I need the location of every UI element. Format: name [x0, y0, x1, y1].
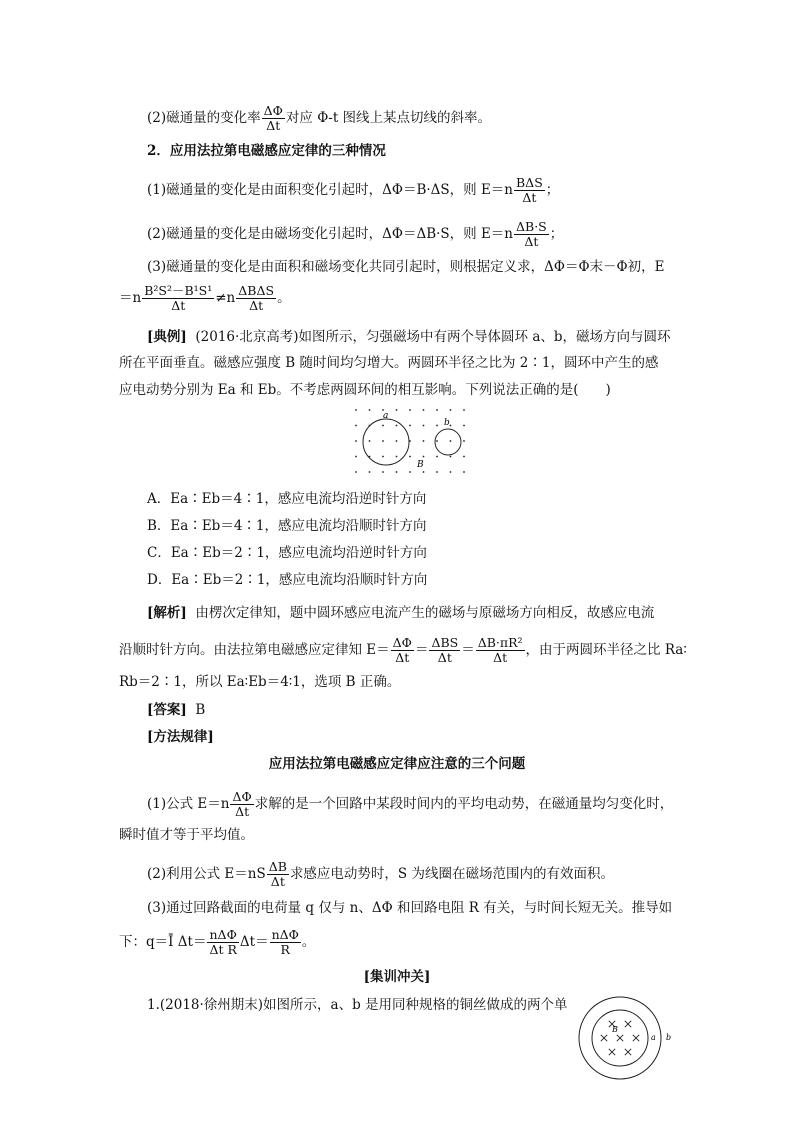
- field-dot: [369, 471, 371, 473]
- field-dot: [463, 440, 465, 442]
- section-2-heading: 2．应用法拉第电磁感应定律的三种情况: [147, 143, 386, 159]
- fraction: $\frac{\text{ΔB·πR²}}{\Delta t}$: [477, 635, 523, 665]
- field-dot: [355, 456, 357, 458]
- field-dot: [450, 409, 452, 411]
- field-dot: [382, 471, 384, 473]
- field-dot: [436, 425, 438, 427]
- method-1-line-2: 瞬时值才等于平均值。: [119, 827, 254, 843]
- field-dot: [355, 471, 357, 473]
- field-dot: [382, 440, 384, 442]
- analysis-line-2: 沿顺时针方向。由法拉第电磁感应定律知 E＝ $\frac{\Delta\Phi}{\Delta t}$ ＝ $\frac{\text{ΔBS}}{\Delta t}$ ＝ $\frac{\text{ΔB·πR²}}{\Delta t}$ ，由于两圆环半径之比 Ra∶: [119, 635, 687, 665]
- example-line-3: 应电动势分别为 Ea 和 Eb。不考虑两圆环间的相互影响。下列说法正确的是( ): [119, 382, 611, 398]
- field-dot: [396, 425, 398, 427]
- field-dot: [423, 409, 425, 411]
- field-dot: [355, 409, 357, 411]
- fraction: $\frac{\text{BΔS}}{\Delta t}$: [516, 175, 543, 205]
- field-dot: [436, 456, 438, 458]
- field-dot: [436, 471, 438, 473]
- field-dot: [463, 409, 465, 411]
- field-dot: [355, 425, 357, 427]
- example-figure: [350, 402, 470, 480]
- ring-a-label: a: [383, 411, 389, 421]
- field-dot: [382, 456, 384, 458]
- field-dot: [463, 471, 465, 473]
- fraction: $\frac{\Delta B\cdot S}{\Delta t}$: [516, 219, 547, 249]
- option-d: D．Ea∶Eb＝2∶1，感应电流均沿顺时针方向: [147, 572, 428, 588]
- field-dot: [450, 456, 452, 458]
- drill-title: [集训冲关]: [363, 969, 431, 985]
- field-label: B: [612, 1025, 618, 1034]
- ring-b-label: b: [666, 1033, 672, 1042]
- field-cross: [601, 1035, 607, 1041]
- fraction: $\frac{\Delta B}{\Delta t}$: [268, 859, 287, 889]
- field-cross: [625, 1021, 631, 1027]
- case-3-line-2: ＝n $\frac{\text{B²S²－B¹S¹}}{\Delta t}$ ≠n $\frac{\text{ΔBΔS}}{\Delta t}$ 。: [119, 283, 291, 313]
- field-dot: [423, 456, 425, 458]
- field-dot: [423, 440, 425, 442]
- method-title: 应用法拉第电磁感应定律应注意的三个问题: [268, 756, 526, 772]
- ring-b-label: b: [444, 418, 450, 428]
- field-dot: [382, 425, 384, 427]
- field-dot: [450, 471, 452, 473]
- field-label: B: [417, 460, 424, 470]
- ring-b: [435, 429, 461, 455]
- fraction: $\frac{\Delta\Phi}{\Delta t}$: [232, 789, 252, 819]
- field-dot: [369, 440, 371, 442]
- fraction: $\frac{\text{ΔBS}}{\Delta t}$: [431, 635, 459, 665]
- field-dot: [463, 425, 465, 427]
- option-a: A．Ea∶Eb＝4∶1，感应电流均沿逆时针方向: [147, 491, 427, 507]
- method-3-line-1: (3)通过回路截面的电荷量 q 仅与 n、ΔΦ 和回路电阻 R 有关，与时间长短无关。推导如: [147, 900, 673, 916]
- field-dot: [409, 409, 411, 411]
- option-b: B．Ea∶Eb＝4∶1，感应电流均沿顺时针方向: [147, 518, 427, 534]
- analysis-line-1: [解析] 由楞次定律知，题中圆环感应电流产生的磁场与原磁场方向相反，故感应电流: [147, 605, 655, 621]
- field-dot: [369, 409, 371, 411]
- question-1: 1.(2018·徐州期末)如图所示，a、b 是用同种规格的铜丝做成的两个单: [147, 997, 568, 1013]
- field-dot: [409, 456, 411, 458]
- field-dot: [436, 440, 438, 442]
- field-dot: [355, 440, 357, 442]
- field-dot: [396, 440, 398, 442]
- method-3-line-2: 下：q＝Ī Δt＝ $\frac{\text{nΔΦ}}{\text{Δt R}}$ Δt＝ $\frac{\text{nΔΦ}}{R}$ 。: [119, 927, 316, 957]
- fraction: $\frac{\text{B²S²－B¹S¹}}{\Delta t}$: [144, 283, 213, 313]
- fraction: $\frac{\text{ΔBΔS}}{\Delta t}$: [238, 283, 275, 313]
- case-3-line-1: (3)磁通量的变化是由面积和磁场变化共同引起时，则根据定义求，ΔΦ＝Φ末－Φ初，E: [147, 259, 665, 275]
- example-line-1: [典例] (2016·北京高考)如图所示，匀强磁场中有两个导体圆环 a、b，磁场方向与圆环: [147, 329, 671, 345]
- field-dot: [463, 456, 465, 458]
- example-line-2: 所在平面垂直。磁感应强度 B 随时间均匀增大。两圆环半径之比为 2∶1，圆环中产生的感: [119, 355, 659, 371]
- field-dot: [450, 440, 452, 442]
- fraction: $\frac{\text{nΔΦ}}{R}$: [271, 927, 299, 957]
- field-cross: [609, 1049, 615, 1055]
- analysis-line-3: Rb＝2∶1，所以 Ea∶Eb＝4∶1，选项 B 正确。: [119, 674, 401, 690]
- option-c: C．Ea∶Eb＝2∶1，感应电流均沿逆时针方向: [147, 545, 427, 561]
- field-dot: [436, 409, 438, 411]
- method-2-line: (2)利用公式 E＝nS $\frac{\Delta B}{\Delta t}$ 求感应电动势时，S 为线圈在磁场范围内的有效面积。: [147, 859, 614, 889]
- method-tag: [方法规律]: [147, 729, 214, 745]
- question-1-figure: [578, 992, 684, 1082]
- flux-rate-line: (2)磁通量的变化率 $\frac{\Delta\Phi}{\Delta t}$ 对应 Φ-t 图线上某点切线的斜率。: [147, 103, 492, 133]
- fraction: $\frac{\text{nΔΦ}}{\text{Δt R}}$: [209, 927, 237, 957]
- field-cross: [633, 1035, 639, 1041]
- field-dot: [396, 409, 398, 411]
- fraction: $\frac{\Delta\Phi}{\Delta t}$: [392, 635, 412, 665]
- field-dot: [450, 425, 452, 427]
- field-dot: [409, 425, 411, 427]
- ring-a: [363, 419, 409, 465]
- field-cross: [625, 1049, 631, 1055]
- field-dot: [396, 471, 398, 473]
- field-dot: [423, 425, 425, 427]
- fraction: $\frac{\Delta\Phi}{\Delta t}$: [263, 103, 283, 133]
- field-dot: [423, 471, 425, 473]
- case-2-line: (2)磁通量的变化是由磁场变化引起时，ΔΦ＝ΔB·S，则 E＝n $\frac{\Delta B\cdot S}{\Delta t}$ ；: [147, 219, 564, 249]
- ring-a-label: a: [651, 1033, 656, 1042]
- answer-line: [答案] B: [147, 702, 206, 718]
- field-dot: [396, 456, 398, 458]
- method-1-line-1: (1)公式 E＝n $\frac{\Delta\Phi}{\Delta t}$ 求解的是一个回路中某段时间内的平均电动势，在磁通量均匀变化时，: [147, 789, 674, 819]
- case-1-line: (1)磁通量的变化是由面积变化引起时，ΔΦ＝B·ΔS，则 E＝n $\frac{\text{BΔS}}{\Delta t}$ ；: [147, 175, 560, 205]
- field-dot: [409, 471, 411, 473]
- field-cross: [617, 1035, 623, 1041]
- field-crosses: [601, 1021, 639, 1055]
